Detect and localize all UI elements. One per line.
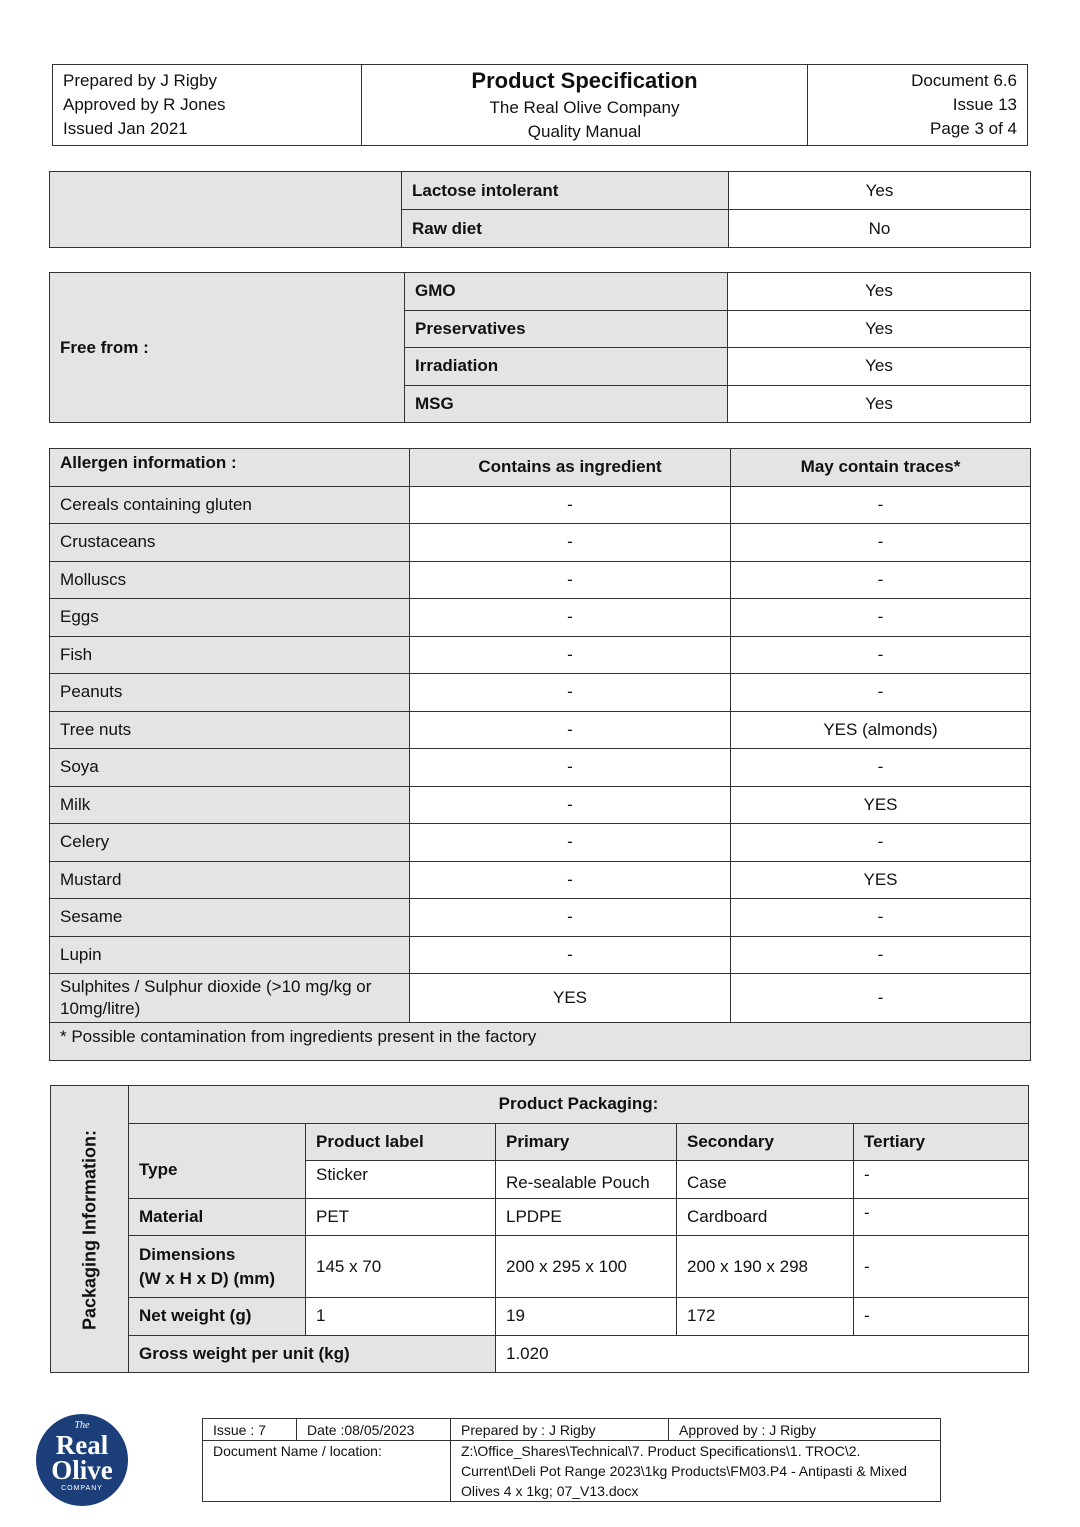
free-from-value: Yes bbox=[728, 310, 1031, 348]
net-weight-label: Net weight (g) bbox=[129, 1298, 306, 1336]
table-row bbox=[50, 786, 1031, 824]
free-from-value: Yes bbox=[728, 273, 1031, 311]
allergen-traces: - bbox=[731, 561, 1031, 599]
company-logo bbox=[36, 1414, 128, 1506]
dimensions-value: 145 x 70 bbox=[306, 1236, 496, 1298]
free-from-item: MSG bbox=[405, 385, 728, 423]
table-row bbox=[203, 1441, 941, 1502]
manual-name: Quality Manual bbox=[527, 122, 642, 141]
table-note-row bbox=[50, 1023, 1031, 1061]
allergen-contains: - bbox=[410, 486, 731, 524]
col-tertiary: Tertiary bbox=[854, 1123, 1029, 1161]
net-weight-value: - bbox=[854, 1298, 1029, 1336]
header-title-cell bbox=[362, 65, 808, 146]
table-header-row bbox=[51, 1123, 1029, 1161]
allergen-contains: - bbox=[410, 599, 731, 637]
allergen-contains: - bbox=[410, 711, 731, 749]
diet-label: Lactose intolerant bbox=[402, 172, 729, 210]
table-row bbox=[50, 599, 1031, 637]
page-number: Page 3 of 4 bbox=[930, 119, 1017, 138]
dimensions-label-line1: Dimensions bbox=[139, 1244, 236, 1264]
table-row bbox=[51, 1198, 1029, 1236]
allergen-name: Eggs bbox=[50, 599, 410, 637]
dimensions-value: 200 x 295 x 100 bbox=[496, 1236, 677, 1298]
gross-weight-label: Gross weight per unit (kg) bbox=[129, 1335, 496, 1373]
allergen-contains: - bbox=[410, 824, 731, 862]
free-from-item: GMO bbox=[405, 273, 728, 311]
footer-issue: Issue : 7 bbox=[203, 1419, 297, 1441]
page-title: Product Specification bbox=[471, 68, 698, 93]
allergen-name: Soya bbox=[50, 749, 410, 787]
table-row bbox=[50, 273, 1031, 311]
footer-date: Date :08/05/2023 bbox=[297, 1419, 451, 1441]
free-from-item: Preservatives bbox=[405, 310, 728, 348]
allergen-contains: - bbox=[410, 936, 731, 974]
logo-text-top: The bbox=[74, 1420, 90, 1431]
material-label: Material bbox=[129, 1198, 306, 1236]
type-value: - bbox=[854, 1161, 1029, 1199]
footer-approved: Approved by : J Rigby bbox=[669, 1419, 941, 1441]
allergen-note: * Possible contamination from ingredients present in the factory bbox=[50, 1023, 1031, 1061]
table-row bbox=[50, 861, 1031, 899]
document-footer bbox=[202, 1418, 941, 1502]
allergen-traces: YES bbox=[731, 786, 1031, 824]
dimensions-value: - bbox=[854, 1236, 1029, 1298]
dimensions-label bbox=[129, 1236, 306, 1298]
document-number: Document 6.6 bbox=[911, 71, 1017, 90]
packaging-title: Product Packaging: bbox=[129, 1086, 1029, 1124]
diet-blank-cell bbox=[50, 172, 402, 248]
allergen-name: Crustaceans bbox=[50, 524, 410, 562]
approved-by: Approved by R Jones bbox=[63, 95, 226, 114]
allergen-contains: - bbox=[410, 674, 731, 712]
col-primary: Primary bbox=[496, 1123, 677, 1161]
contains-header: Contains as ingredient bbox=[410, 449, 731, 487]
document-header bbox=[52, 64, 1028, 146]
allergen-contains: - bbox=[410, 786, 731, 824]
table-row bbox=[50, 936, 1031, 974]
type-label: Type bbox=[129, 1123, 306, 1198]
diet-value: Yes bbox=[729, 172, 1031, 210]
allergen-name: Tree nuts bbox=[50, 711, 410, 749]
free-from-value: Yes bbox=[728, 348, 1031, 386]
free-from-label: Free from : bbox=[50, 273, 405, 423]
table-row bbox=[50, 974, 1031, 1023]
company-name: The Real Olive Company bbox=[489, 98, 680, 117]
allergen-traces: - bbox=[731, 936, 1031, 974]
table-row bbox=[50, 711, 1031, 749]
allergen-traces: - bbox=[731, 824, 1031, 862]
allergen-contains: - bbox=[410, 749, 731, 787]
type-value: Sticker bbox=[306, 1161, 496, 1199]
table-row bbox=[50, 749, 1031, 787]
allergen-name: Molluscs bbox=[50, 561, 410, 599]
dimensions-label-line2: (W x H x D) (mm) bbox=[139, 1268, 275, 1288]
diet-label: Raw diet bbox=[402, 210, 729, 248]
table-row bbox=[51, 1086, 1029, 1124]
logo-text-company: COMPANY bbox=[61, 1485, 103, 1492]
free-from-item: Irradiation bbox=[405, 348, 728, 386]
allergen-name: Sulphites / Sulphur dioxide (>10 mg/kg or 10mg/litre) bbox=[50, 974, 410, 1023]
net-weight-value: 172 bbox=[677, 1298, 854, 1336]
allergen-traces: YES (almonds) bbox=[731, 711, 1031, 749]
allergen-name: Celery bbox=[50, 824, 410, 862]
free-from-value: Yes bbox=[728, 385, 1031, 423]
allergen-traces: - bbox=[731, 599, 1031, 637]
table-row bbox=[50, 486, 1031, 524]
table-row bbox=[203, 1419, 941, 1441]
gross-weight-value: 1.020 bbox=[496, 1335, 1029, 1373]
packaging-side-label: Packaging Information: bbox=[51, 1086, 129, 1373]
table-row bbox=[50, 636, 1031, 674]
net-weight-value: 1 bbox=[306, 1298, 496, 1336]
table-row bbox=[50, 524, 1031, 562]
allergen-name: Peanuts bbox=[50, 674, 410, 712]
allergen-contains: - bbox=[410, 524, 731, 562]
material-value: PET bbox=[306, 1198, 496, 1236]
table-row bbox=[50, 561, 1031, 599]
header-authors bbox=[53, 65, 362, 146]
table-row bbox=[51, 1236, 1029, 1298]
logo-text-real: Real bbox=[55, 1430, 109, 1460]
col-secondary: Secondary bbox=[677, 1123, 854, 1161]
allergen-name: Fish bbox=[50, 636, 410, 674]
allergen-table bbox=[49, 448, 1031, 1061]
allergen-name: Cereals containing gluten bbox=[50, 486, 410, 524]
allergen-traces: YES bbox=[731, 861, 1031, 899]
allergen-contains: - bbox=[410, 861, 731, 899]
footer-doc-label: Document Name / location: bbox=[203, 1441, 451, 1502]
table-header-row bbox=[50, 449, 1031, 487]
allergen-traces: - bbox=[731, 674, 1031, 712]
allergen-contains: YES bbox=[410, 974, 731, 1023]
allergen-traces: - bbox=[731, 899, 1031, 937]
allergen-traces: - bbox=[731, 636, 1031, 674]
prepared-by: Prepared by J Rigby bbox=[63, 71, 218, 90]
header-doc-info bbox=[808, 65, 1028, 146]
diet-table bbox=[49, 171, 1031, 248]
table-row bbox=[50, 674, 1031, 712]
issue-number: Issue 13 bbox=[952, 95, 1017, 114]
traces-header: May contain traces* bbox=[731, 449, 1031, 487]
allergen-traces: - bbox=[731, 486, 1031, 524]
table-row bbox=[51, 1335, 1029, 1373]
table-row bbox=[50, 899, 1031, 937]
packaging-table bbox=[50, 1085, 1029, 1373]
free-from-table bbox=[49, 272, 1031, 423]
net-weight-value: 19 bbox=[496, 1298, 677, 1336]
material-value: LPDPE bbox=[496, 1198, 677, 1236]
issued-date: Issued Jan 2021 bbox=[63, 119, 188, 138]
type-value: Case bbox=[677, 1161, 854, 1199]
allergen-traces: - bbox=[731, 974, 1031, 1023]
allergen-traces: - bbox=[731, 749, 1031, 787]
footer-doc-path: Z:\Office_Shares\Technical\7. Product Specifications\1. TROC\2. Current\Deli Pot Range 2023\1kg Products\FM03.P4 - Antipasti & Mixed Olives 4 x 1kg; 07_V13.docx bbox=[451, 1441, 941, 1502]
allergen-name: Mustard bbox=[50, 861, 410, 899]
allergen-name: Milk bbox=[50, 786, 410, 824]
material-value: - bbox=[854, 1198, 1029, 1236]
material-value: Cardboard bbox=[677, 1198, 854, 1236]
allergen-traces: - bbox=[731, 524, 1031, 562]
diet-value: No bbox=[729, 210, 1031, 248]
allergen-name: Lupin bbox=[50, 936, 410, 974]
dimensions-value: 200 x 190 x 298 bbox=[677, 1236, 854, 1298]
type-value: Re-sealable Pouch bbox=[496, 1161, 677, 1199]
allergen-header: Allergen information : bbox=[50, 449, 410, 487]
col-product-label: Product label bbox=[306, 1123, 496, 1161]
allergen-contains: - bbox=[410, 636, 731, 674]
allergen-contains: - bbox=[410, 899, 731, 937]
logo-text-olive: Olive bbox=[51, 1455, 113, 1485]
allergen-name: Sesame bbox=[50, 899, 410, 937]
allergen-contains: - bbox=[410, 561, 731, 599]
table-row bbox=[51, 1298, 1029, 1336]
table-row bbox=[50, 824, 1031, 862]
table-row bbox=[50, 172, 1031, 210]
footer-prepared: Prepared by : J Rigby bbox=[451, 1419, 669, 1441]
